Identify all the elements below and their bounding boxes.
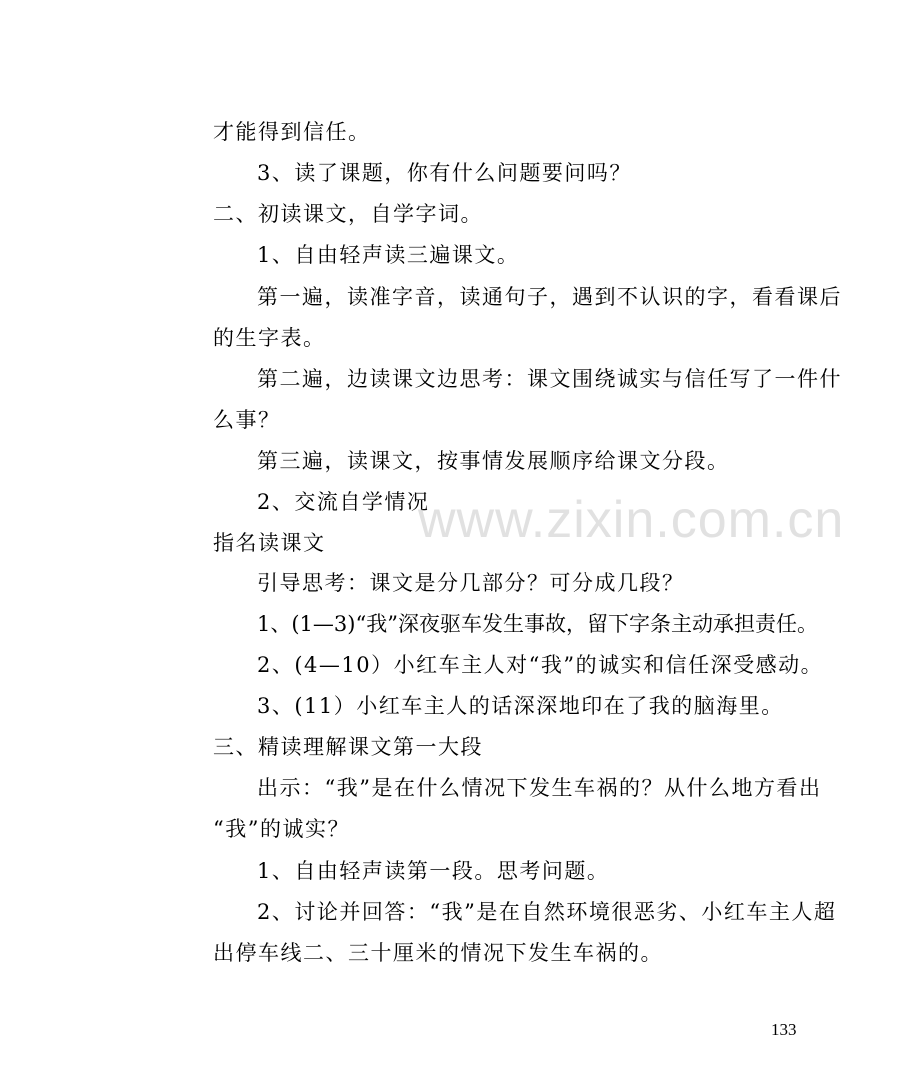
text-line: 才能得到信任。: [213, 120, 371, 144]
text-line: 第三遍，读课文，按事情发展顺序给课文分段。: [257, 449, 730, 473]
text-line: 的生字表。: [213, 326, 326, 350]
text-line: 么事？: [213, 408, 281, 432]
text-line: 出停车线二、三十厘米的情况下发生车祸的。: [213, 941, 663, 965]
text-line: “我”的诚实？: [213, 817, 350, 841]
text-line: 出示：“我”是在什么情况下发生车祸的？从什么地方看出: [257, 776, 822, 800]
text-line: 指名读课文: [213, 531, 326, 555]
text-line: 2、讨论并回答：“我”是在自然环境很恶劣、小红车主人超: [257, 900, 837, 924]
watermark: www.zixin.com.cn: [418, 491, 845, 549]
text-line: 第一遍，读准字音，读通句子，遇到不认识的字，看看课后: [257, 285, 842, 309]
text-line: 1、自由轻声读三遍课文。: [257, 243, 520, 267]
text-line: 3、读了课题，你有什么问题要问吗？: [257, 161, 632, 185]
section-heading: 二、初读课文，自学字词。: [213, 202, 483, 226]
section-heading: 三、精读理解课文第一大段: [213, 735, 483, 759]
text-line: 3、(11）小红车主人的话深深地印在了我的脑海里。: [257, 694, 784, 718]
page-number: 133: [771, 1020, 797, 1039]
text-line: 2、(4—10）小红车主人对“我”的诚实和信任深受感动。: [257, 653, 824, 677]
text-line: 引导思考：课文是分几部分？可分成几段？: [257, 571, 685, 595]
text-line: 1、(1—3)“我”深夜驱车发生事故，留下字条主动承担责任。: [257, 612, 818, 636]
text-line: 1、自由轻声读第一段。思考问题。: [257, 859, 610, 883]
text-line: 2、交流自学情况: [257, 490, 430, 514]
text-line: 第二遍，边读课文边思考：课文围绕诚实与信任写了一件什: [257, 367, 842, 391]
